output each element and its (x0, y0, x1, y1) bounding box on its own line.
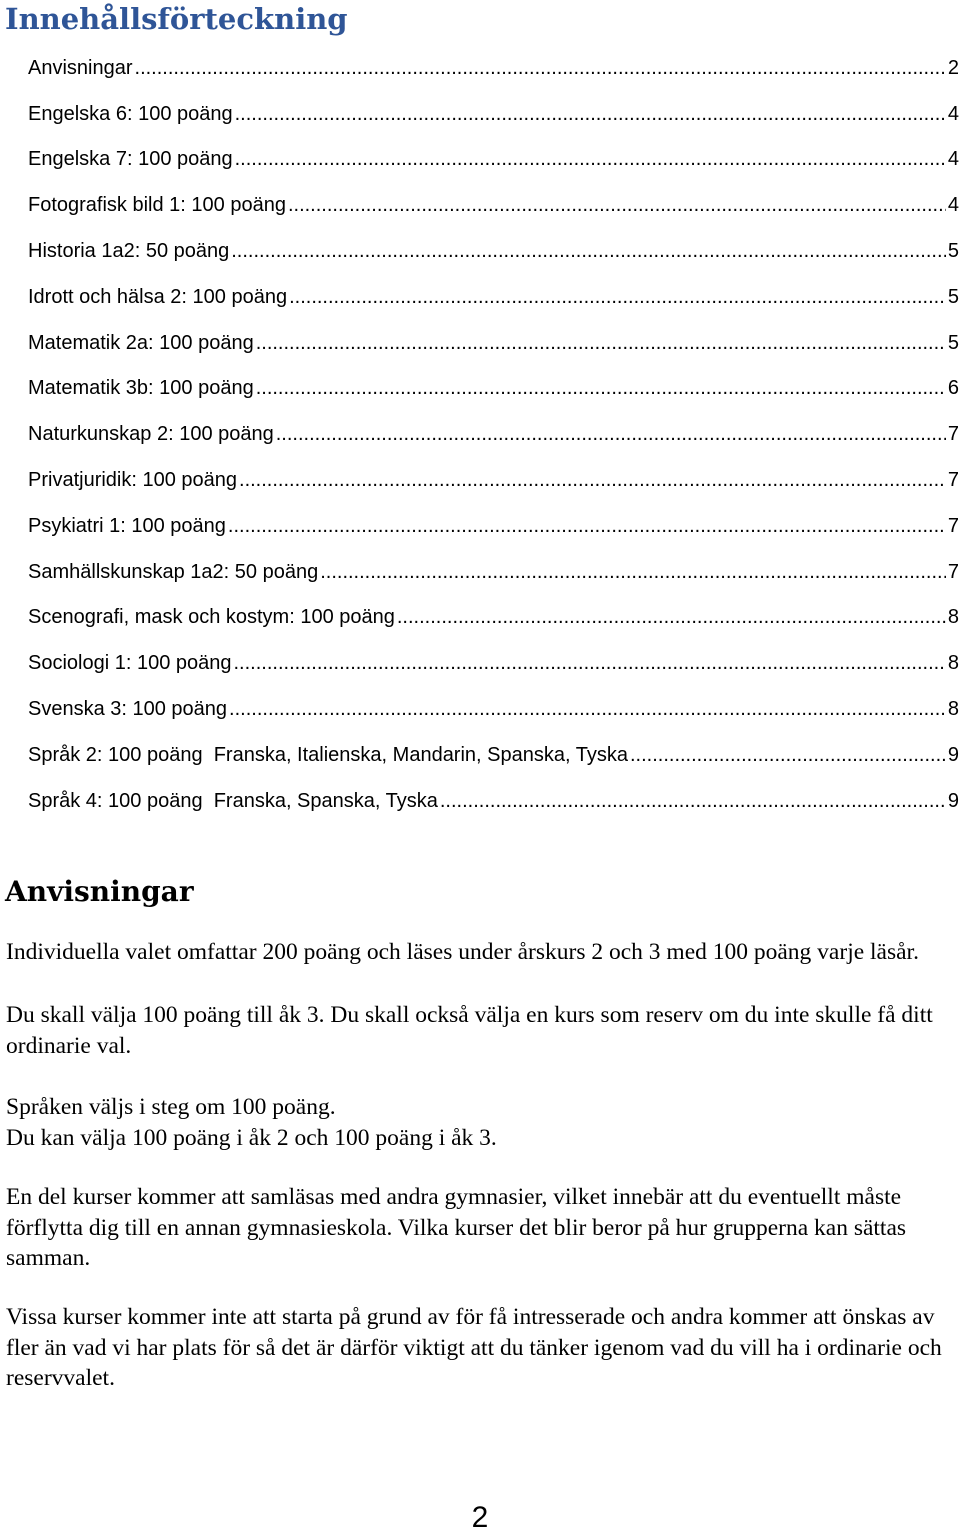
toc-entry-label: Historia 1a2: 50 poäng (28, 239, 230, 262)
toc-entry-label: Idrott och hälsa 2: 100 poäng (28, 285, 288, 308)
section-heading-anvisningar: Anvisningar (5, 875, 194, 908)
toc-entry-label: Sociologi 1: 100 poäng (28, 652, 232, 675)
toc-leader-dots (289, 285, 946, 309)
toc-entry-page: 9 (947, 743, 959, 766)
paragraph-shared-courses: En del kurser kommer att samläsas med andra gymnasier, vilket innebär att du eventuellt måste förflytta dig till en annan gymnasieskola. Vilka kurser det blir beror på hur grupperna kan sättas samman. (6, 1184, 907, 1271)
toc-title: Innehållsförteckning (5, 2, 348, 36)
toc-leader-dots (228, 514, 946, 538)
paragraph-choose-reserve: Du skall välja 100 poäng till åk 3. Du skall också välja en kurs som reserv om du inte skulle få ditt ordinarie val. (6, 1002, 933, 1059)
toc-leader-dots (231, 239, 946, 263)
toc-entry-page: 4 (947, 148, 959, 171)
toc-entry-label: Svenska 3: 100 poäng (28, 697, 228, 720)
paragraph-language-years: Du kan välja 100 poäng i åk 2 och 100 poäng i åk 3. (6, 1125, 497, 1151)
toc-entry-label: Språk 4: 100 poäng Franska, Spanska, Tyska (28, 789, 438, 812)
toc-entry[interactable] (28, 126, 959, 172)
toc-entry[interactable] (28, 492, 959, 538)
toc-entry-label: Engelska 7: 100 poäng (28, 148, 233, 171)
paragraph-course-cancellation: Vissa kurser kommer inte att starta på grund av för få intresserade och andra kommer att önskas av fler än vad vi har plats för så det är därför viktigt att du tänker igenom vad du vill ha i ordinarie och reservvalet. (6, 1304, 942, 1391)
paragraph-language-steps: Språken väljs i steg om 100 poäng. (6, 1094, 336, 1120)
toc-entry-label: Matematik 3b: 100 poäng (28, 377, 254, 400)
toc-entry[interactable] (28, 171, 959, 217)
toc-entry-page: 5 (947, 331, 959, 354)
toc-leader-dots (229, 697, 946, 721)
toc-entry-label: Naturkunskap 2: 100 poäng (28, 423, 274, 446)
toc-entry-label: Psykiatri 1: 100 poäng (28, 514, 226, 537)
toc-entry[interactable] (28, 767, 959, 813)
toc-entry-page: 9 (947, 789, 959, 812)
toc-entry-page: 5 (947, 239, 959, 262)
toc-entry[interactable] (28, 355, 959, 401)
toc-entry[interactable] (28, 584, 959, 630)
toc-entry-label: Engelska 6: 100 poäng (28, 102, 233, 125)
toc-entry-label: Privatjuridik: 100 poäng (28, 468, 238, 491)
toc-entry[interactable] (28, 217, 959, 263)
toc-entry[interactable] (28, 721, 959, 767)
toc-leader-dots (256, 331, 946, 355)
toc-entry-page: 5 (947, 285, 959, 308)
toc-entry-label: Fotografisk bild 1: 100 poäng (28, 194, 286, 217)
toc-entry-page: 7 (947, 560, 959, 583)
toc-entry-page: 2 (947, 56, 959, 79)
toc-entry-page: 4 (947, 194, 959, 217)
paragraph-individual-choice: Individuella valet omfattar 200 poäng och läses under årskurs 2 och 3 med 100 poäng varje läsår. (6, 939, 919, 965)
toc-entry-label: Scenografi, mask och kostym: 100 poäng (28, 606, 395, 629)
toc-leader-dots (135, 56, 946, 80)
toc-leader-dots (234, 651, 946, 675)
toc-leader-dots (276, 422, 946, 446)
toc-leader-dots (256, 376, 946, 400)
toc-entry-label: Samhällskunskap 1a2: 50 poäng (28, 560, 319, 583)
toc-entry[interactable] (28, 400, 959, 446)
toc-entry-label: Anvisningar (28, 56, 133, 79)
toc-entry[interactable] (28, 446, 959, 492)
page-number: 2 (471, 1501, 489, 1534)
toc-entry-page: 7 (947, 423, 959, 446)
toc-entry-page: 7 (947, 514, 959, 537)
toc-entry-page: 8 (947, 652, 959, 675)
toc-entry-page: 4 (947, 102, 959, 125)
toc-leader-dots (397, 605, 946, 629)
toc-entry[interactable] (28, 538, 959, 584)
toc-entry[interactable] (28, 80, 959, 126)
table-of-contents (28, 34, 959, 813)
toc-entry-page: 6 (947, 377, 959, 400)
toc-leader-dots (235, 102, 946, 126)
toc-leader-dots (630, 743, 946, 767)
toc-leader-dots (239, 468, 946, 492)
toc-leader-dots (440, 789, 946, 813)
toc-leader-dots (235, 147, 946, 171)
toc-entry-label: Matematik 2a: 100 poäng (28, 331, 254, 354)
toc-entry-page: 8 (947, 697, 959, 720)
toc-entry-page: 8 (947, 606, 959, 629)
toc-entry[interactable] (28, 675, 959, 721)
toc-entry[interactable] (28, 34, 959, 80)
toc-entry-label: Språk 2: 100 poäng Franska, Italienska, Mandarin, Spanska, Tyska (28, 743, 628, 766)
toc-leader-dots (288, 193, 946, 217)
toc-entry[interactable] (28, 309, 959, 355)
toc-entry[interactable] (28, 629, 959, 675)
toc-entry-page: 7 (947, 468, 959, 491)
toc-entry[interactable] (28, 263, 959, 309)
toc-leader-dots (320, 560, 946, 584)
